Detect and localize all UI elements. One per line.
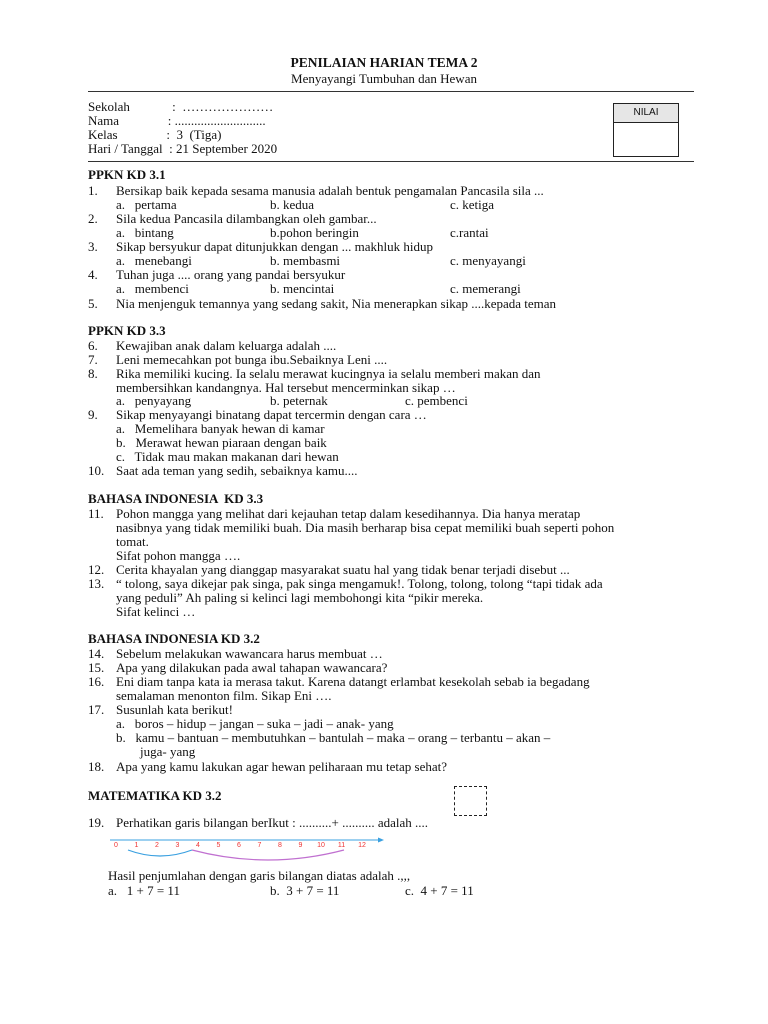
number-line-tick: 11 xyxy=(337,842,346,849)
number-line-tick: 8 xyxy=(278,842,282,849)
number-line-tick: 0 xyxy=(114,842,118,849)
number-line-tick: 1 xyxy=(134,842,139,849)
name-field: Nama : ............................ xyxy=(88,113,266,128)
option: c. menyayangi xyxy=(450,253,526,268)
option: a. Memelihara banyak hewan di kamar xyxy=(116,421,325,436)
question-number: 3. xyxy=(88,239,98,254)
question-number: 10. xyxy=(88,463,105,478)
option: a. 1 + 7 = 11 xyxy=(108,883,180,898)
question-14: Sebelum melakukan wawancara harus membuat … xyxy=(116,646,383,661)
question-18: Apa yang kamu lakukan agar hewan peliharaan mu tetap sehat? xyxy=(116,759,447,774)
question-12: Cerita khayalan yang dianggap masyarakat suatu hal yang tidak benar terjadi disebut ... xyxy=(116,562,570,577)
question-number: 17. xyxy=(88,702,105,717)
question-19-prompt: Hasil penjumlahan dengan garis bilangan diatas adalah .,,, xyxy=(108,868,411,883)
question-10: Saat ada teman yang sedih, sebaiknya kamu.... xyxy=(116,463,358,478)
option: a. menebangi xyxy=(116,253,192,268)
question-number: 5. xyxy=(88,296,98,311)
option: b. kedua xyxy=(270,197,315,212)
page-subtitle: Menyayangi Tumbuhan dan Hewan xyxy=(291,71,477,86)
question-19: Perhatikan garis bilangan berIkut : ..........+ .......... adalah .... xyxy=(116,815,429,830)
question-11-prompt: Sifat pohon mangga …. xyxy=(116,548,241,563)
question-15: Apa yang dilakukan pada awal tahapan wawancara? xyxy=(116,660,388,675)
number-line-tick: 4 xyxy=(196,842,200,849)
section-math-32: MATEMATIKA KD 3.2 xyxy=(88,788,222,803)
section-bindo-33: BAHASA INDONESIA KD 3.3 xyxy=(88,491,264,506)
question-number: 13. xyxy=(88,576,105,591)
number-line-tick: 12 xyxy=(358,842,366,849)
question-number: 16. xyxy=(88,674,105,689)
option: c. ketiga xyxy=(450,197,495,212)
number-line-tick: 7 xyxy=(257,842,262,849)
question-number: 12. xyxy=(88,562,105,577)
question-6: Kewajiban anak dalam keluarga adalah .... xyxy=(116,338,337,353)
option: c. pembenci xyxy=(405,393,468,408)
question-number: 2. xyxy=(88,211,98,226)
number-line-tick: 6 xyxy=(237,842,241,849)
question-number: 1. xyxy=(88,183,98,198)
option: b. 3 + 7 = 11 xyxy=(270,883,340,898)
mid-rule xyxy=(88,161,694,162)
question-number: 19. xyxy=(88,815,105,830)
score-box xyxy=(613,103,679,157)
option: c.rantai xyxy=(450,225,489,240)
question-number: 9. xyxy=(88,407,98,422)
question-number: 18. xyxy=(88,759,105,774)
number-line-tick: 9 xyxy=(298,842,303,849)
number-line xyxy=(108,836,388,866)
number-line-tick: 5 xyxy=(216,842,221,849)
question-13-prompt: Sifat kelinci … xyxy=(116,604,196,619)
option: a. membenci xyxy=(116,281,189,296)
question-13: “ tolong, saya dikejar pak singa, pak singa mengamuk!. Tolong, tolong, tolong “tapi tidak ada xyxy=(116,576,603,591)
section-ppkn-31: PPKN KD 3.1 xyxy=(88,167,166,182)
section-ppkn-33: PPKN KD 3.3 xyxy=(88,323,166,338)
question-3: Sikap bersyukur dapat ditunjukkan dengan ... makhluk hidup xyxy=(116,239,434,254)
option: a. bintang xyxy=(116,225,174,240)
option: a. pertama xyxy=(116,197,177,212)
question-number: 8. xyxy=(88,366,98,381)
question-11-cont: tomat. xyxy=(116,534,149,549)
question-1: Bersikap baik kepada sesama manusia adalah bentuk pengamalan Pancasila sila ... xyxy=(116,183,544,198)
question-7: Leni memecahkan pot bunga ibu.Sebaiknya Leni .... xyxy=(116,352,388,367)
school-field: Sekolah : ………………… xyxy=(88,99,274,114)
question-11-cont: nasibnya yang tidak memiliki buah. Dia masih berharap bisa cepat memiliki buah seperti pohon xyxy=(116,520,615,535)
question-number: 7. xyxy=(88,352,98,367)
question-5: Nia menjenguk temannya yang sedang sakit, Nia menerapkan sikap ....kepada teman xyxy=(116,296,557,311)
option: c. memerangi xyxy=(450,281,521,296)
option: b. Merawat hewan piaraan dengan baik xyxy=(116,435,327,450)
page-title: PENILAIAN HARIAN TEMA 2 xyxy=(290,55,478,70)
question-number: 4. xyxy=(88,267,98,282)
jump-arc-1 xyxy=(128,850,192,856)
question-number: 6. xyxy=(88,338,98,353)
date-field: Hari / Tanggal : 21 September 2020 xyxy=(88,141,278,156)
answer-box xyxy=(454,786,487,816)
option: a. boros – hidup – jangan – suka – jadi – anak- yang xyxy=(116,716,394,731)
question-11: Pohon mangga yang melihat dari kejauhan tetap dalam kesedihannya. Dia hanya meratap xyxy=(116,506,581,521)
option: c. 4 + 7 = 11 xyxy=(405,883,474,898)
question-number: 15. xyxy=(88,660,105,675)
question-4: Tuhan juga .... orang yang pandai bersyukur xyxy=(116,267,346,282)
question-17: Susunlah kata berikut! xyxy=(116,702,233,717)
question-8: Rika memiliki kucing. Ia selalu merawat kucingnya ia selalu memberi makan dan xyxy=(116,366,541,381)
option: b. mencintai xyxy=(270,281,335,296)
score-label: NILAI xyxy=(614,104,678,123)
question-16-cont: semalaman menonton film. Sikap Eni …. xyxy=(116,688,332,703)
option: b. membasmi xyxy=(270,253,341,268)
number-line-tick: 3 xyxy=(175,842,180,849)
question-number: 11. xyxy=(88,506,104,521)
question-13-cont: yang peduli” Ah paling si kelinci lagi membohongi kita “pikir mereka. xyxy=(116,590,484,605)
section-bindo-32: BAHASA INDONESIA KD 3.2 xyxy=(88,631,260,646)
option: b.pohon beringin xyxy=(270,225,359,240)
question-2: Sila kedua Pancasila dilambangkan oleh gambar... xyxy=(116,211,377,226)
number-line-arrowhead xyxy=(378,838,384,843)
option: c. Tidak mau makan makanan dari hewan xyxy=(116,449,339,464)
option: a. penyayang xyxy=(116,393,192,408)
number-line-tick: 10 xyxy=(317,842,325,849)
question-16: Eni diam tanpa kata ia merasa takut. Karena datangt erlambat kesekolah sebab ia begadang xyxy=(116,674,590,689)
jump-arc-2 xyxy=(192,850,344,860)
class-field: Kelas : 3 (Tiga) xyxy=(88,127,222,142)
question-9: Sikap menyayangi binatang dapat tercermin dengan cara … xyxy=(116,407,427,422)
top-rule xyxy=(88,91,694,92)
question-number: 14. xyxy=(88,646,105,661)
option: b. peternak xyxy=(270,393,328,408)
number-line-tick: 2 xyxy=(155,842,159,849)
option: b. kamu – bantuan – membutuhkan – bantulah – maka – orang – terbantu – akan – xyxy=(116,730,551,745)
question-8-cont: membersihkan kandangnya. Hal tersebut mencerminkan sikap … xyxy=(116,380,456,395)
option: juga- yang xyxy=(140,744,196,759)
